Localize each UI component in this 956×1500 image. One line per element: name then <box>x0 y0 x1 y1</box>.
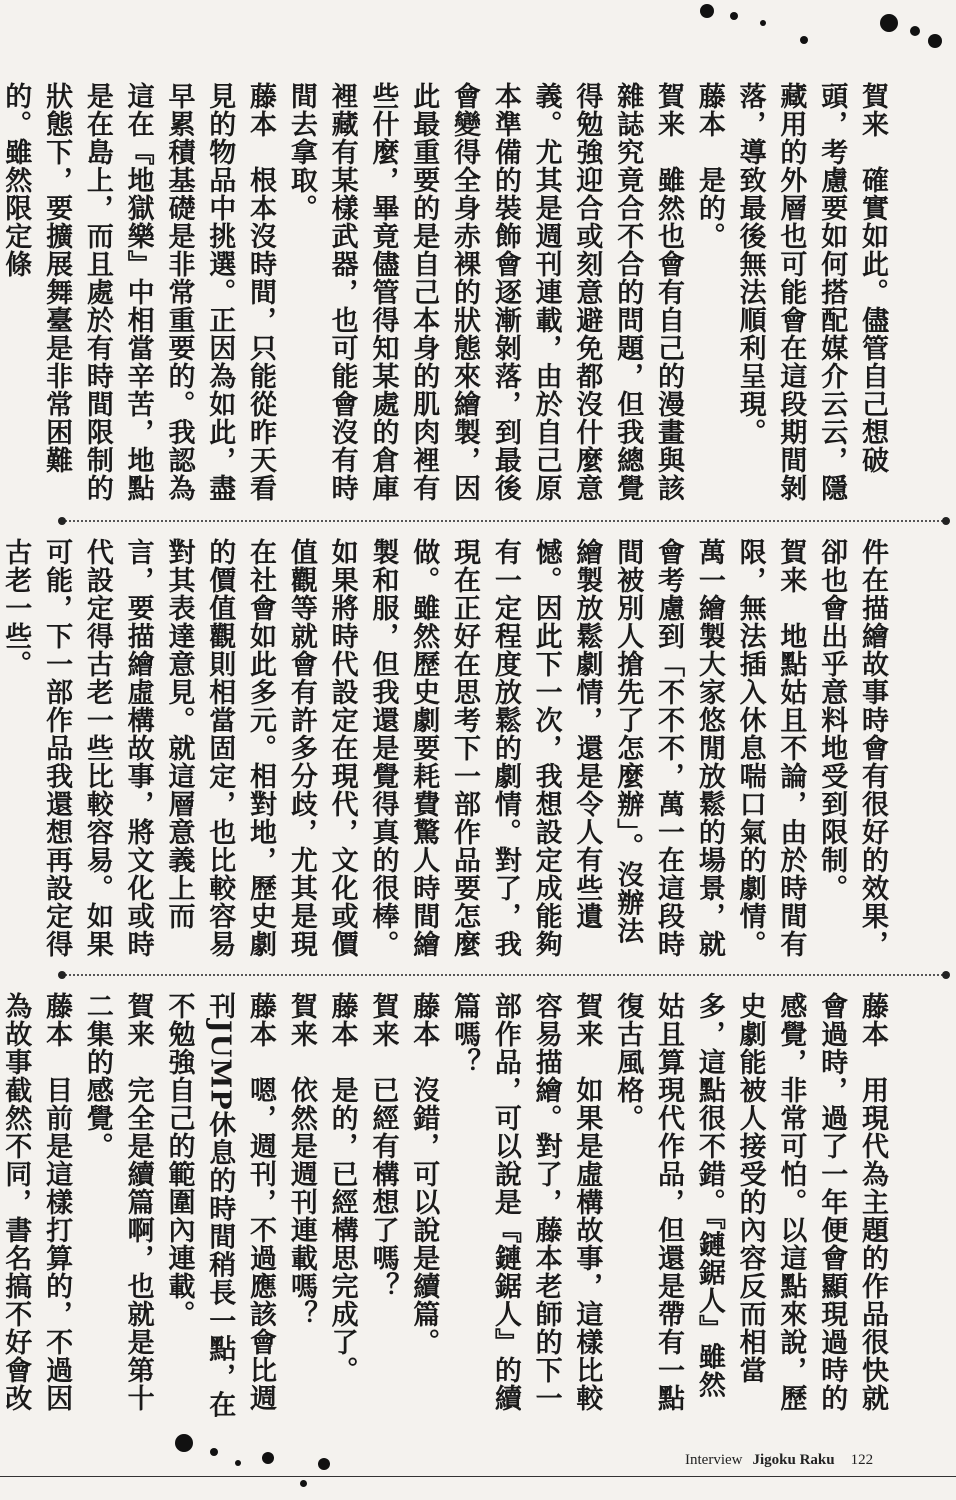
ink-splatter <box>175 1434 193 1452</box>
footer-series-title: Jigoku Raku <box>752 1452 835 1468</box>
dialogue-text: 完全是續篇啊，也就是第十二集的感覺。 <box>81 992 154 1412</box>
dialogue-paragraph <box>158 992 280 1422</box>
ink-splatter <box>235 1460 241 1466</box>
dialogue-text: 嗯，週刊，不過應該會比週刊JUMP休息的時間稍長一點，在不勉強自己的範圍內連載。 <box>163 992 277 1419</box>
dialogue-paragraph <box>280 82 688 504</box>
ink-splatter <box>210 1448 218 1456</box>
dialogue-text: 目前是這樣打算的，不過因為故事截然不同，書名搞不好會改 <box>0 992 73 1412</box>
dialogue-text: 用現代為主題的作品很快就會過時，過了一年便會顯現過時的感覺，非常可怕。以這點來說，歷史劇能被人接受的內容反而相當多，這點很不錯。『鏈鋸人』雖然姑且算現代作品，但還是帶有一點復古風格。 <box>612 992 888 1412</box>
ink-splatter <box>928 34 942 48</box>
dialogue-paragraph <box>76 992 158 1422</box>
dotted-divider <box>62 520 946 522</box>
speaker-name: 賀来 <box>775 538 807 594</box>
speaker-name: 藤本 <box>41 992 73 1048</box>
dialogue-text: 是的。 <box>693 166 725 250</box>
ink-splatter <box>730 12 738 20</box>
dialogue-text: 雖然也會有自己的漫畫與該雜誌究竟合不合的問題，但我總覺得勉強迎合或刻意避免都沒什麼意義。尤其是週刊連載，由於自己原本準備的裝飾會逐漸剝落，到最後會變得全身赤裸的狀態來繪製，因此最重要的是自己本身的肌肉裡有些什麼，畢竟儘管得知某處的倉庫裡藏有某樣武器，也可能會沒有時間去拿取。 <box>285 82 685 502</box>
dialogue-paragraph <box>402 992 443 1422</box>
dialogue-text: 沒錯，可以說是續篇。 <box>408 1076 440 1356</box>
ink-splatter <box>800 36 808 44</box>
speaker-name: 賀来 <box>857 82 888 138</box>
dialogue-paragraph <box>0 992 76 1422</box>
dialogue-paragraph <box>0 82 280 504</box>
speaker-name: 賀来 <box>571 992 603 1048</box>
ink-splatter <box>910 26 920 36</box>
speaker-name: 藤本 <box>245 992 277 1048</box>
dialogue-text: 確實如此。儘管自己想破頭，考慮要如何搭配媒介云云，隱藏用的外層也可能會在這段期間剝落，導致最後無法順利呈現。 <box>734 82 888 502</box>
speaker-name: 賀来 <box>653 82 685 138</box>
dialogue-paragraph <box>729 82 892 504</box>
text-block-bottom <box>0 992 892 1422</box>
footer-rule <box>0 1476 956 1477</box>
dialogue-text: 依然是週刊連載嗎？ <box>285 1076 317 1328</box>
dialogue-text: 如果是虛構故事，這樣比較容易描繪。對了，藤本老師的下一部作品，可以說是『鏈鋸人』的續篇嗎？ <box>449 992 603 1412</box>
dialogue-paragraph <box>321 992 362 1422</box>
dialogue-text: 根本沒時間，只能從昨天看見的物品中挑選。正因為如此，盡早累積基礎是非常重要的。我認為這在『地獄樂』中相當辛苦，地點是在島上，而且處於有時間限制的狀態下，要擴展舞臺是非常困難的。雖然限定條 <box>0 82 277 502</box>
text-block-middle <box>0 538 892 958</box>
dialogue-text: 地點姑且不論，由於時間有限，無法插入休息喘口氣的劇情。萬一繪製大家悠閒放鬆的場景，就會考慮到「不不不，萬一在這段時間被別人搶先了怎麼辦」。沒辦法繪製放鬆劇情，還是令人有些遺憾。因此下一次，我想設定成能夠有一定程度放鬆的劇情。對了，我現在正好在思考下一部作品要怎麼做。雖然歷史劇要耗費驚人時間繪製和服，但我還是覺得真的很棒。如果將時代設定在現代，文化或價值觀等就會有許多分歧，尤其是現在社會如此多元。相對地，歷史劇的價值觀則相當固定，也比較容易對其表達意見。就這層意義上而言，要描繪虛構故事，將文化或時代設定得古老一些比較容易。如果可能，下一部作品我還想再設定得古老一些。 <box>0 538 807 958</box>
dialogue-text: 是的，已經構思完成了。 <box>326 1076 358 1384</box>
speaker-name: 藤本 <box>693 82 725 138</box>
dialogue-paragraph <box>362 992 403 1422</box>
ink-splatter <box>700 4 714 18</box>
speaker-name: 賀来 <box>367 992 399 1048</box>
ink-splatter <box>262 1452 274 1464</box>
dialogue-paragraph <box>0 538 810 958</box>
dialogue-text: 已經有構想了嗎？ <box>367 1076 399 1300</box>
dialogue-paragraph <box>810 538 892 958</box>
speaker-name: 賀来 <box>122 992 154 1048</box>
dialogue-paragraph <box>280 992 321 1422</box>
dialogue-paragraph <box>443 992 606 1422</box>
dialogue-paragraph <box>606 992 892 1422</box>
text-block-top <box>0 82 892 504</box>
ink-splatter <box>760 20 766 26</box>
page-footer <box>685 1452 873 1469</box>
ink-splatter <box>880 14 898 32</box>
speaker-name: 賀来 <box>285 992 317 1048</box>
dialogue-text: 件在描繪故事時會有很好的效果，卻也會出乎意料地受到限制。 <box>816 538 888 958</box>
footer-label: Interview <box>685 1452 743 1468</box>
ink-splatter <box>300 1480 307 1487</box>
speaker-name: 藤本 <box>245 82 277 138</box>
speaker-name: 藤本 <box>408 992 440 1048</box>
speaker-name: 藤本 <box>857 992 888 1048</box>
ink-splatter <box>318 1458 330 1470</box>
page-number: 122 <box>850 1452 874 1468</box>
dialogue-paragraph <box>688 82 729 504</box>
speaker-name: 藤本 <box>326 992 358 1048</box>
dotted-divider <box>62 974 946 976</box>
